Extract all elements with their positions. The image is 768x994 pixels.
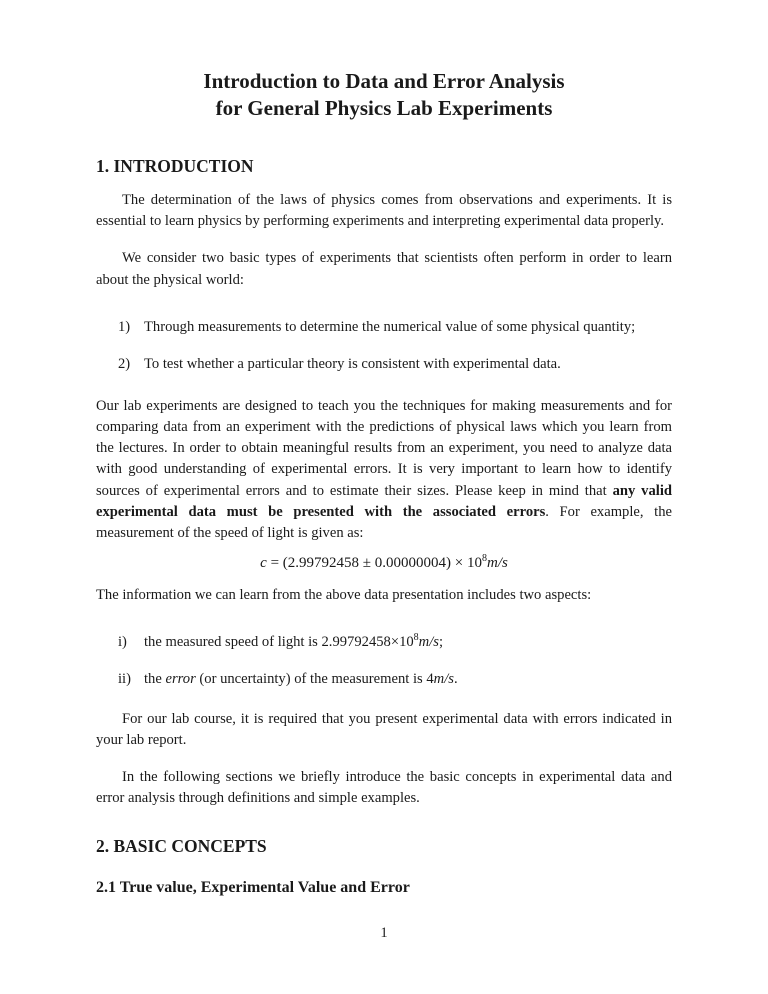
list-item-ii-error-italic: error [165, 671, 196, 688]
paragraph-3-normal-b: . For example, the measurement of the speed of light is given as: [96, 504, 672, 542]
paragraph-5: For our lab course, it is required that you present experimental data with errors indicated in your lab report. [96, 710, 672, 748]
subsection-heading-true-value: 2.1 True value, Experimental Value and Error [96, 878, 410, 896]
list-item-i-post: ; [438, 633, 444, 650]
numbered-list [96, 317, 672, 376]
roman-list [96, 632, 672, 691]
section-heading-introduction: 1. INTRODUCTION [96, 155, 254, 176]
list-item-ii-marker: ii) [118, 671, 131, 688]
list-item-i-exponent: 8 [413, 632, 419, 644]
paragraph-2: We consider two basic types of experiments that scientists often perform in order to learn about the physical world: [96, 250, 672, 288]
list-item-2-marker: 2) [118, 356, 131, 373]
list-item-ii-c: (or uncertainty) of the measurement is 4 [195, 671, 434, 688]
doc-title-line1: Introduction to Data and Error Analysis [203, 69, 565, 93]
list-item-ii-a: the [144, 671, 166, 688]
page-number: 1 [380, 925, 388, 941]
list-item-ii-e: . [453, 671, 458, 688]
equation-exponent: 8 [481, 552, 487, 564]
list-item-i-unit: m/s [418, 633, 439, 650]
list-item-1-text: Through measurements to determine the numerical value of some physical quantity; [144, 318, 636, 335]
list-item-1 [96, 317, 672, 338]
paragraph-3 [96, 396, 672, 545]
paragraph-3-normal-a: Our lab experiments are designed to teach you the techniques for making measurements and for comparing data from an experiment with the predictions of physical laws which you learn from the lectures. In order to obtain meaningful results from an experiment, you need to analyze data with good understanding of experimental errors. It is very important to learn how to identify sources of experimental errors and to estimate their sizes. Please keep in mind that [96, 397, 672, 499]
equation-variable: c [260, 554, 267, 571]
paragraph-4: The information we can learn from the above data presentation includes two aspects: [96, 586, 592, 603]
list-item-i [96, 632, 672, 653]
list-item-i-marker: i) [118, 633, 127, 650]
doc-title-line2: for General Physics Lab Experiments [215, 95, 553, 120]
equation-unit: m/s [486, 554, 508, 571]
section-heading-basic-concepts: 2. BASIC CONCEPTS [96, 835, 267, 856]
paragraph-6: In the following sections we briefly introduce the basic concepts in experimental data and error analysis through definitions and simple examples. [96, 769, 672, 807]
list-item-i-pre: the measured speed of light is 2.99792458×10 [144, 633, 414, 650]
list-item-2 [96, 354, 672, 375]
paragraph-1: The determination of the laws of physics comes from observations and experiments. It is essential to learn physics by performing experiments and interpreting experimental data properly. [96, 191, 672, 230]
list-item-1-marker: 1) [118, 318, 131, 335]
equation-body: = (2.99792458 ± 0.00000004) × 10 [266, 554, 482, 571]
speed-of-light-equation [96, 552, 672, 572]
list-item-2-text: To test whether a particular theory is consistent with experimental data. [144, 356, 561, 373]
list-item-i-text [144, 632, 672, 653]
list-item-ii-unit: m/s [433, 671, 454, 688]
doc-title [96, 68, 672, 122]
paragraph-3-bold: any valid experimental data must be presented with the associated errors [96, 482, 672, 521]
list-item-ii [96, 669, 672, 690]
list-item-ii-text [144, 669, 672, 690]
